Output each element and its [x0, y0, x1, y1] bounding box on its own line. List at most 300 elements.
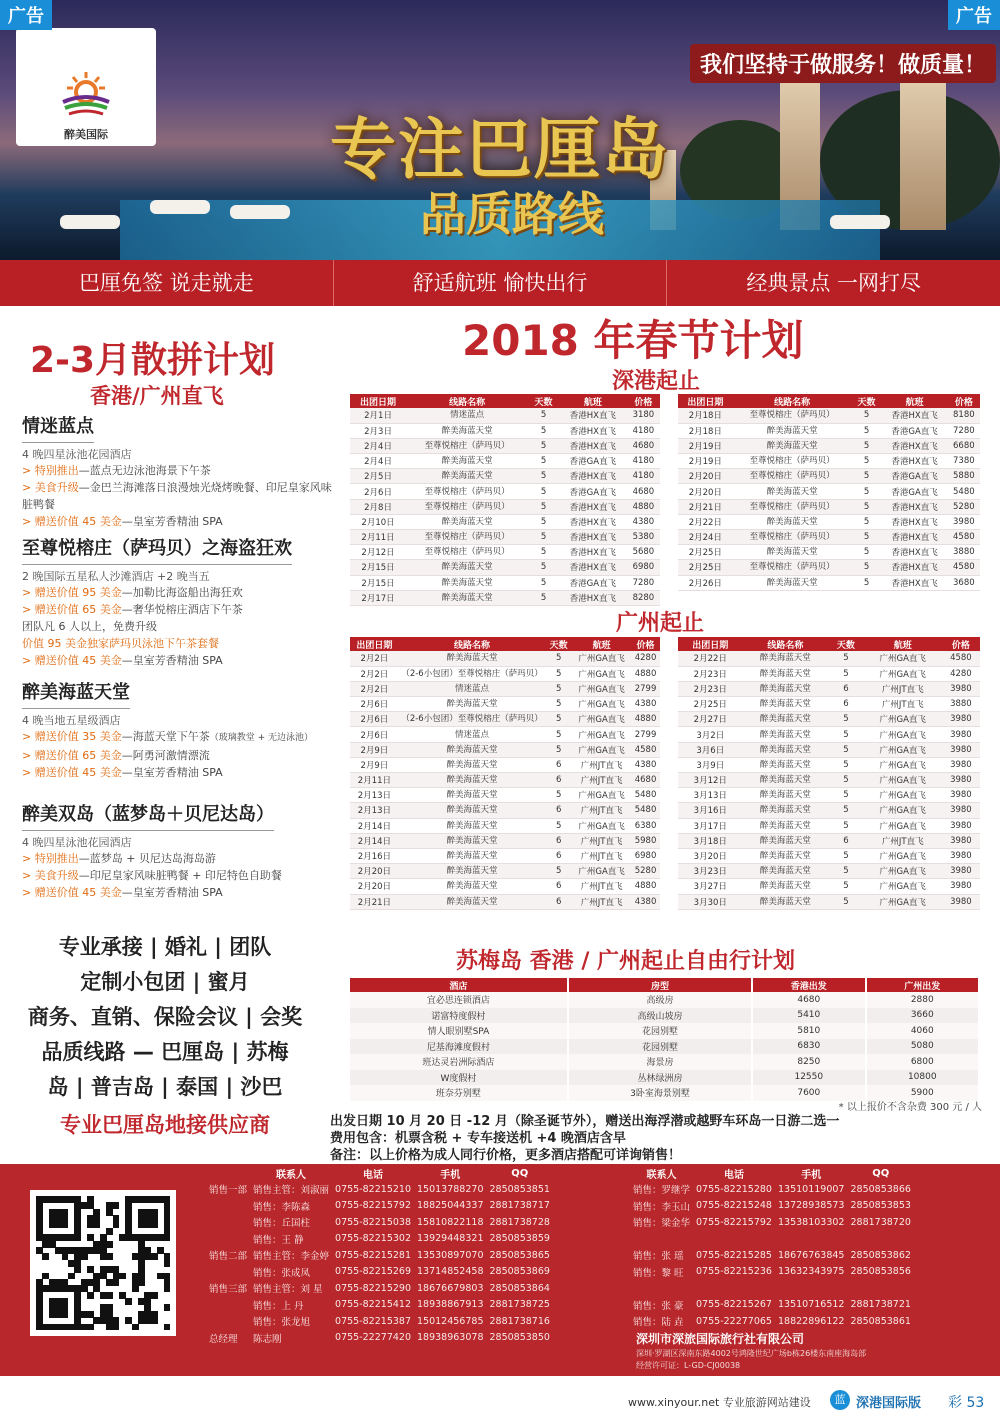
- table-cell: 2月6日: [350, 484, 406, 499]
- contact-table-left: [206, 1166, 553, 1346]
- table-cell: 5900: [866, 1085, 979, 1101]
- table-cell: 3980: [948, 514, 980, 529]
- table-cell: 3880: [948, 545, 980, 560]
- qr-module: [113, 1222, 120, 1229]
- table-cell: 6: [545, 848, 572, 863]
- column-header: 广州出发: [866, 978, 979, 992]
- table-row: [678, 773, 980, 788]
- qr-module: [42, 1253, 49, 1260]
- contact-row: [206, 1264, 553, 1281]
- table-header-row: [630, 1166, 914, 1181]
- logo-text: 醉美国际: [64, 128, 108, 141]
- contact-cell: 2850853853: [850, 1200, 911, 1212]
- route-highlight: [22, 728, 332, 747]
- qr-module: [74, 1234, 81, 1241]
- company-logo: [16, 28, 156, 146]
- table-row: [678, 575, 980, 590]
- table-cell: 3980: [942, 742, 980, 757]
- table-cell: 3980: [942, 803, 980, 818]
- table-row: [350, 423, 660, 438]
- qr-code[interactable]: [30, 1190, 176, 1336]
- hero-banner: [0, 0, 1000, 260]
- contact-cell: 13728938573: [777, 1200, 845, 1212]
- route-highlight: [22, 884, 332, 901]
- table-cell: 5: [545, 788, 572, 803]
- column-header: QQ: [511, 1168, 529, 1179]
- highlight-label: > 赠送价值 45 美金: [22, 886, 122, 899]
- table-row: [350, 712, 660, 727]
- contact-row: [206, 1214, 553, 1231]
- table-cell: 2月6日: [350, 712, 399, 727]
- table-cell: 广州JT直飞: [864, 697, 942, 712]
- table-cell: 2月18日: [678, 423, 733, 438]
- table-cell: 2月25日: [678, 697, 743, 712]
- table-cell: 5: [545, 742, 572, 757]
- table-cell: 4680: [752, 992, 865, 1008]
- qr-module: [119, 1273, 126, 1280]
- contact-cell: 18676763845: [777, 1249, 845, 1261]
- column-header: 出团日期: [350, 637, 399, 651]
- contact-cell: 13510119007: [777, 1183, 845, 1195]
- highlight-text: —蓝梦岛 + 贝尼达岛海岛游: [78, 852, 216, 865]
- contact-cell: 18822896122: [777, 1315, 845, 1327]
- table-cell: 班奈芬别墅: [350, 1085, 568, 1101]
- contact-row: [206, 1231, 553, 1248]
- table-cell: 5: [828, 757, 864, 772]
- table-cell: 3980: [942, 788, 980, 803]
- license-number: 经营许可证：L-GD-CJ00038: [636, 1361, 741, 1370]
- table-cell: 香港GA直飞: [882, 423, 948, 438]
- table-row: [350, 514, 660, 529]
- table-cell: 至尊悦榕庄（萨玛贝）: [733, 499, 852, 514]
- route-highlight: [22, 635, 332, 652]
- table-cell: 5: [545, 666, 572, 681]
- qr-module: [151, 1317, 158, 1324]
- table-cell: 7280: [627, 575, 660, 590]
- table-row: [678, 484, 980, 499]
- table-cell: 3980: [942, 879, 980, 894]
- table-cell: 醉美海蓝天堂: [733, 423, 852, 438]
- table-cell: 2月26日: [678, 575, 733, 590]
- service-line: 专业承接 | 婚礼 | 团队: [58, 935, 272, 959]
- table-cell: 香港HX直飞: [882, 499, 948, 514]
- table-cell: 香港HX直飞: [559, 499, 627, 514]
- contact-cell: 销售主管：李金婷: [253, 1251, 330, 1263]
- table-cell: 4880: [631, 666, 660, 681]
- table-cell: 5: [828, 879, 864, 894]
- table-cell: 2月11日: [350, 773, 399, 788]
- table-cell: 5: [528, 454, 559, 469]
- table-cell: 广州GA直飞: [572, 666, 631, 681]
- qr-module: [62, 1311, 69, 1318]
- table-row: [678, 848, 980, 863]
- table-cell: 醉美海蓝天堂: [743, 803, 829, 818]
- qr-module: [106, 1228, 113, 1235]
- table-cell: 香港HX直飞: [559, 530, 627, 545]
- contact-row: [630, 1198, 914, 1215]
- table-cell: 3月16日: [678, 803, 743, 818]
- table-cell: 5080: [866, 1039, 979, 1055]
- table-cell: 4380: [631, 697, 660, 712]
- table-row: [678, 803, 980, 818]
- contact-cell: 0755-82215302: [335, 1233, 411, 1245]
- table-cell: 5: [852, 560, 882, 575]
- schedule-table-gz-right: [678, 637, 980, 910]
- table-cell: 5: [828, 803, 864, 818]
- table-cell: 醉美海蓝天堂: [406, 454, 528, 469]
- column-header: 手机: [440, 1170, 461, 1181]
- table-cell: 4380: [631, 757, 660, 772]
- banner-subtitle: 品质路线: [420, 187, 604, 241]
- contact-cell: 销售：张 豪: [633, 1300, 684, 1312]
- footer-edition: 深港国际版: [856, 1396, 922, 1411]
- contact-cell: 2881738725: [489, 1299, 550, 1311]
- column-header: 手机: [801, 1170, 822, 1181]
- contact-cell: 2881738717: [489, 1200, 550, 1212]
- highlight-label: 价值 95 美金独家萨玛贝泳池下午茶套餐: [22, 637, 219, 650]
- contact-cell: 0755-22277065: [696, 1315, 772, 1327]
- contact-cell: [630, 1231, 693, 1248]
- table-cell: 醉美海蓝天堂: [399, 864, 545, 879]
- table-cell: 6980: [631, 848, 660, 863]
- table-cell: 香港HX直飞: [882, 545, 948, 560]
- table-cell: 3月12日: [678, 773, 743, 788]
- footer-site[interactable]: www.xinyour.net 专业旅游网站建设: [628, 1396, 811, 1409]
- table-cell: 2月6日: [350, 697, 399, 712]
- table-cell: 醉美海蓝天堂: [406, 590, 528, 605]
- contact-cell: 销售：李玉山: [633, 1201, 691, 1213]
- contact-cell: [847, 1280, 913, 1297]
- route-hotel: 4 晚四星泳池花园酒店: [22, 836, 132, 849]
- highlight-text: —海蓝天堂下午茶: [121, 730, 210, 743]
- table-cell: 5: [852, 484, 882, 499]
- table-row: [678, 697, 980, 712]
- table-header-row: [350, 978, 979, 992]
- table-cell: 5: [828, 788, 864, 803]
- table-cell: 4180: [627, 423, 660, 438]
- table-cell: 醉美海蓝天堂: [743, 757, 829, 772]
- table-cell: 至尊悦榕庄（萨玛贝）: [733, 454, 852, 469]
- table-row: [678, 742, 980, 757]
- route-highlight: [22, 618, 332, 635]
- table-cell: 香港GA直飞: [559, 575, 627, 590]
- contact-cell: 销售：梁金华: [633, 1218, 691, 1230]
- table-cell: 3月2日: [678, 727, 743, 742]
- highlight-text: —蓝点无边泳池海景下午茶: [78, 464, 211, 477]
- contact-cell: 18676679803: [417, 1282, 484, 1294]
- contact-cell: 18938963078: [417, 1332, 484, 1344]
- table-cell: 广州GA直飞: [864, 757, 942, 772]
- table-cell: 5: [852, 575, 882, 590]
- table-cell: 5: [852, 423, 882, 438]
- schedule-table-sz-left: [350, 394, 660, 606]
- contact-cell: 销售主管：刘淑丽: [253, 1185, 330, 1197]
- column-header: 航班: [559, 394, 627, 408]
- table-row: [678, 545, 980, 560]
- column-header: 线路名称: [399, 637, 545, 651]
- table-cell: 8180: [948, 408, 980, 423]
- highlight-text: —皇室芳香精油 SPA: [121, 515, 223, 528]
- column-header: 出团日期: [350, 394, 406, 408]
- table-cell: 至尊悦榕庄（萨玛贝）: [733, 469, 852, 484]
- table-cell: 3660: [866, 1008, 979, 1024]
- contact-cell: 销售：李陈森: [253, 1201, 311, 1213]
- service-line: 岛 | 普吉岛 | 泰国 | 沙巴: [47, 1075, 283, 1099]
- column-header: 天数: [545, 637, 572, 651]
- contact-cell: 2881738721: [850, 1299, 911, 1311]
- table-row: [350, 484, 660, 499]
- column-header: 线路名称: [743, 637, 829, 651]
- table-cell: 香港HX直飞: [559, 560, 627, 575]
- table-row: [678, 408, 980, 423]
- route-hotel: 4 晚四星泳池花园酒店: [22, 448, 132, 461]
- table-cell: 5980: [631, 833, 660, 848]
- contact-row: [206, 1280, 553, 1297]
- table-row: [350, 408, 660, 423]
- table-cell: 5: [852, 454, 882, 469]
- contact-cell: 销售：丘国柱: [253, 1218, 311, 1230]
- contact-cell: [206, 1231, 250, 1248]
- table-cell: 5280: [631, 864, 660, 879]
- contact-cell: 2850853856: [850, 1266, 911, 1278]
- feature-bar: [0, 260, 1000, 306]
- contact-cell: 2881738716: [489, 1315, 550, 1327]
- schedule-table-sz-right: [678, 394, 980, 591]
- contact-cell: 总经理: [209, 1333, 238, 1345]
- contact-row: [630, 1280, 914, 1297]
- table-cell: 5: [528, 499, 559, 514]
- table-row: [678, 833, 980, 848]
- table-cell: 3月13日: [678, 788, 743, 803]
- table-cell: 至尊悦榕庄（萨玛贝）: [406, 530, 528, 545]
- table-cell: 情迷蓝点: [399, 727, 545, 742]
- spring-plan-title: 2018 年春节计划: [462, 316, 804, 365]
- column-header: 价格: [942, 637, 980, 651]
- contact-row: [206, 1247, 553, 1264]
- table-cell: 5: [545, 651, 572, 666]
- service-line: 定制小包团 | 蜜月: [80, 970, 250, 994]
- table-row: [678, 438, 980, 453]
- table-header-row: [678, 394, 980, 408]
- table-cell: 2月19日: [678, 438, 733, 453]
- table-cell: 5: [528, 545, 559, 560]
- table-cell: 醉美海蓝天堂: [743, 651, 829, 666]
- table-cell: 广州GA直飞: [864, 773, 942, 788]
- table-cell: 醉美海蓝天堂: [743, 697, 829, 712]
- page-number: 彩 53: [948, 1395, 985, 1411]
- table-cell: 高级房: [568, 992, 752, 1008]
- contact-table-right: [630, 1166, 914, 1330]
- table-cell: 5: [545, 864, 572, 879]
- contact-cell: 18938867913: [417, 1299, 484, 1311]
- table-row: [678, 469, 980, 484]
- table-cell: 至尊悦榕庄（萨玛贝）: [733, 530, 852, 545]
- qr-module: [138, 1279, 145, 1286]
- price-note: * 以上报价不含杂费 300 元 / 人: [838, 1102, 982, 1113]
- table-cell: 5: [852, 408, 882, 423]
- table-cell: 2月20日: [678, 484, 733, 499]
- contact-cell: 2881738728: [489, 1216, 550, 1228]
- contact-cell: [847, 1231, 913, 1248]
- route-highlight: [22, 513, 332, 530]
- table-cell: 广州GA直飞: [572, 697, 631, 712]
- table-cell: 广州GA直飞: [572, 681, 631, 696]
- contact-row: [206, 1330, 553, 1347]
- table-cell: 2月24日: [678, 530, 733, 545]
- table-cell: 4180: [627, 454, 660, 469]
- table-cell: 2月22日: [678, 514, 733, 529]
- column-header: 联系人: [646, 1170, 677, 1181]
- table-cell: 5480: [631, 788, 660, 803]
- table-row: [678, 757, 980, 772]
- column-header: 房型: [568, 978, 752, 992]
- table-cell: 2月6日: [350, 727, 399, 742]
- table-row: [678, 651, 980, 666]
- table-cell: 醉美海蓝天堂: [733, 575, 852, 590]
- table-cell: 6: [545, 879, 572, 894]
- table-cell: 广州GA直飞: [864, 712, 942, 727]
- table-cell: 5: [828, 666, 864, 681]
- table-cell: 香港HX直飞: [882, 575, 948, 590]
- contact-cell: 销售：张龙旭: [253, 1317, 311, 1329]
- table-row: [678, 530, 980, 545]
- qr-module: [87, 1292, 94, 1299]
- table-cell: 香港HX直飞: [559, 545, 627, 560]
- table-cell: 广州GA直飞: [572, 788, 631, 803]
- table-cell: 醉美海蓝天堂: [743, 712, 829, 727]
- qr-module: [113, 1279, 120, 1286]
- table-cell: 醉美海蓝天堂: [399, 833, 545, 848]
- table-cell: 醉美海蓝天堂: [733, 514, 852, 529]
- route-highlight: [22, 867, 332, 884]
- table-cell: 3月20日: [678, 848, 743, 863]
- table-cell: 3月18日: [678, 833, 743, 848]
- contact-cell: 2881738720: [850, 1216, 911, 1228]
- table-row: [350, 499, 660, 514]
- table-cell: 5: [828, 651, 864, 666]
- contact-cell: 2850853861: [850, 1315, 911, 1327]
- table-cell: 醉美海蓝天堂: [743, 666, 829, 681]
- contact-cell: [206, 1297, 250, 1314]
- table-row: [350, 590, 660, 605]
- column-header: 电话: [724, 1170, 744, 1181]
- table-cell: 3卧室海景别墅: [568, 1085, 752, 1101]
- info-includes: 费用包含：机票含税 + 专车接送机 +4 晚酒店含早: [330, 1131, 626, 1146]
- table-cell: 6: [545, 894, 572, 909]
- koh-samui-hotel-table: [350, 978, 980, 1101]
- table-cell: 广州GA直飞: [572, 712, 631, 727]
- table-cell: 至尊悦榕庄（萨玛贝）: [406, 484, 528, 499]
- route-block: [22, 678, 332, 781]
- contact-cell: 0755-82215248: [696, 1200, 772, 1212]
- table-cell: 4380: [631, 894, 660, 909]
- route-block: [22, 800, 332, 901]
- highlight-text: 团队凡 6 人以上，免费升级: [22, 620, 157, 633]
- table-cell: 2月9日: [350, 742, 399, 757]
- table-cell: 5: [852, 499, 882, 514]
- service-line: 商务、直销、保险会议 | 会奖: [27, 1005, 303, 1029]
- table-cell: 醉美海蓝天堂: [733, 438, 852, 453]
- table-cell: 5: [545, 697, 572, 712]
- table-row: [350, 773, 660, 788]
- info-remark: 备注：以上价格为成人同行价格，更多酒店搭配可详询销售！: [330, 1148, 682, 1163]
- slogan: 我们坚持于做服务！做质量！: [690, 44, 996, 83]
- table-row: [350, 742, 660, 757]
- table-cell: 2月14日: [350, 833, 399, 848]
- table-cell: 2799: [631, 681, 660, 696]
- table-cell: 2月23日: [678, 681, 743, 696]
- table-row: [678, 712, 980, 727]
- column-header: 线路名称: [733, 394, 852, 408]
- table-cell: 10800: [866, 1070, 979, 1086]
- table-cell: 醉美海蓝天堂: [399, 879, 545, 894]
- table-cell: 香港HX直飞: [559, 590, 627, 605]
- contact-cell: [206, 1313, 250, 1330]
- highlight-text: —皇室芳香精油 SPA: [121, 766, 223, 779]
- contact-cell: [693, 1280, 775, 1297]
- table-cell: 5480: [631, 803, 660, 818]
- column-header: 航班: [572, 637, 631, 651]
- contact-cell: 0755-82215267: [696, 1299, 772, 1311]
- table-cell: 海景房: [568, 1054, 752, 1070]
- table-cell: 情迷蓝点: [406, 408, 528, 423]
- table-cell: 5: [852, 545, 882, 560]
- table-cell: 广州JT直飞: [572, 833, 631, 848]
- table-cell: 2月16日: [350, 848, 399, 863]
- table-cell: 醉美海蓝天堂: [406, 469, 528, 484]
- table-cell: 醉美海蓝天堂: [399, 803, 545, 818]
- table-cell: 5880: [948, 469, 980, 484]
- table-cell: 醉美海蓝天堂: [743, 833, 829, 848]
- table-cell: 至尊悦榕庄（萨玛贝）: [406, 499, 528, 514]
- table-cell: 4580: [948, 530, 980, 545]
- table-cell: 4380: [627, 514, 660, 529]
- contact-cell: 13510716512: [777, 1299, 845, 1311]
- table-row: [350, 1023, 979, 1039]
- table-cell: 醉美海蓝天堂: [743, 879, 829, 894]
- table-cell: 广州GA直飞: [864, 818, 942, 833]
- table-cell: 4680: [631, 773, 660, 788]
- table-cell: 4680: [627, 484, 660, 499]
- table-cell: 3980: [942, 864, 980, 879]
- contact-cell: 2850853859: [489, 1233, 550, 1245]
- table-cell: 2月25日: [678, 560, 733, 575]
- table-cell: 醉美海蓝天堂: [743, 727, 829, 742]
- table-cell: 醉美海蓝天堂: [399, 818, 545, 833]
- table-cell: 5480: [948, 484, 980, 499]
- table-cell: 5680: [627, 545, 660, 560]
- highlight-label: > 赠送价值 95 美金: [22, 586, 122, 599]
- table-cell: 4680: [627, 438, 660, 453]
- contact-cell: 销售一部: [209, 1185, 248, 1197]
- service-line: 品质线路 — 巴厘岛 | 苏梅: [41, 1040, 289, 1064]
- highlight-label: > 赠送价值 65 美金: [22, 603, 122, 616]
- table-cell: W度假村: [350, 1070, 568, 1086]
- contact-cell: 13929448321: [417, 1233, 484, 1245]
- qr-module: [68, 1273, 75, 1280]
- table-cell: 醉美海蓝天堂: [406, 514, 528, 529]
- table-row: [678, 499, 980, 514]
- table-cell: 醉美海蓝天堂: [743, 848, 829, 863]
- contact-row: [630, 1214, 914, 1231]
- column-header: 价格: [948, 394, 980, 408]
- table-cell: 5: [545, 727, 572, 742]
- table-row: [350, 757, 660, 772]
- route-name: 至尊悦榕庄（萨玛贝）之海盗狂欢: [22, 534, 292, 565]
- qr-module: [113, 1202, 120, 1209]
- shenzhen-hk-title: 深港起止: [612, 369, 701, 394]
- qr-module: [164, 1304, 171, 1311]
